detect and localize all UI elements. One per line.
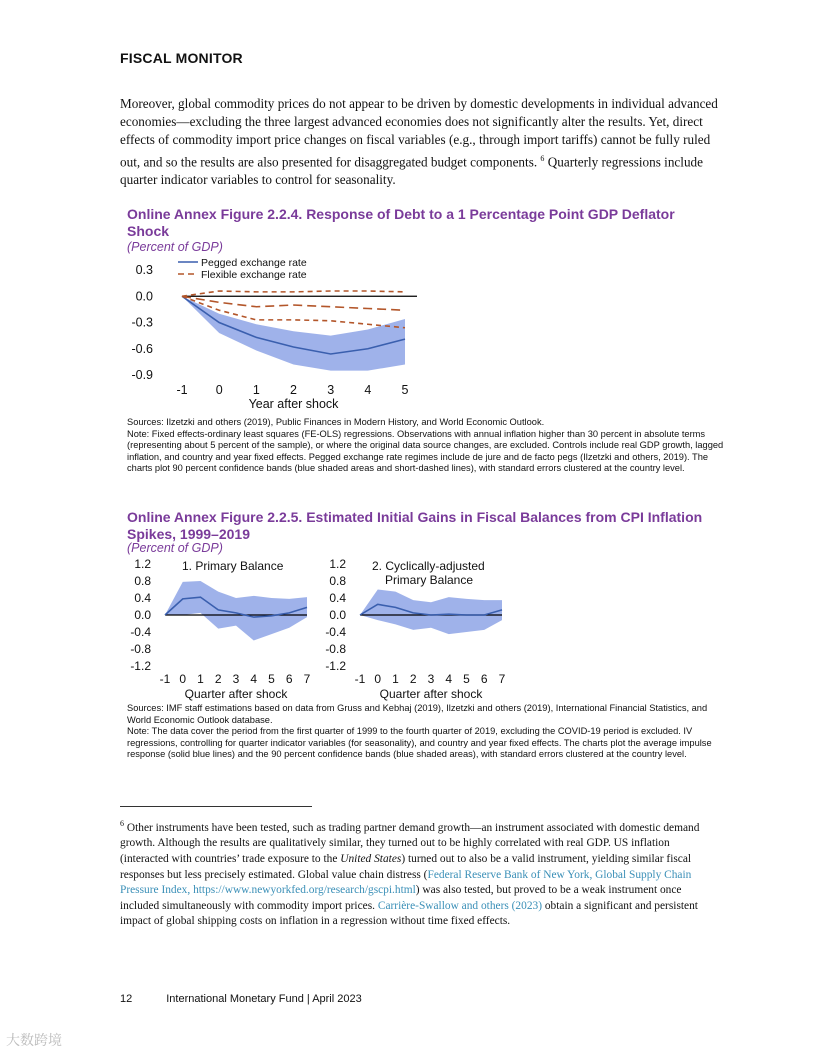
fig2-panel1-y-tick-2: 0.4 <box>134 591 151 605</box>
fig1-y-tick-3: -0.6 <box>131 341 153 356</box>
figure-1-subtitle: (Percent of GDP) <box>127 240 223 254</box>
fig2-panel2-y-tick-6: -1.2 <box>325 659 346 673</box>
fig1-x-label: Year after shock <box>248 397 339 411</box>
fig1-x-tick-0: -1 <box>176 383 188 397</box>
footnote-italic: United States <box>340 852 402 865</box>
carriere-swallow-link[interactable]: Carrière-Swallow and others (2023) <box>377 899 543 912</box>
fig2-panel2-x-tick-5: 4 <box>445 672 453 686</box>
fig1-y-tick-0: 0.3 <box>135 263 153 277</box>
fig2-panel2-x-tick-2: 1 <box>392 672 399 686</box>
fig2-panel2-title-line1: 2. Cyclically-adjusted <box>372 559 485 573</box>
fig2-panel1-y-tick-4: -0.4 <box>130 625 151 639</box>
fig2-panel1-x-label: Quarter after shock <box>184 687 288 701</box>
fig2-panel1-x-tick-0: -1 <box>159 672 171 686</box>
fig2-panel2-y-tick-4: -0.4 <box>325 625 346 639</box>
watermark: 大数跨境 <box>6 1032 62 1048</box>
fig1-x-tick-4: 3 <box>327 383 335 397</box>
fig2-panel2-x-tick-7: 6 <box>480 672 488 686</box>
fig2-panel2-x-tick-0: -1 <box>354 672 366 686</box>
fig2-panel1-y-tick-6: -1.2 <box>130 659 151 673</box>
fig2-panel1-y-tick-1: 0.8 <box>134 574 151 588</box>
fig2-panel1-title: 1. Primary Balance <box>182 559 284 573</box>
body-text-1: Moreover, global commodity prices do not appear to be driven by domestic developments in individual advanced economies—excluding the three largest advanced economies does not significantly alter the results. Yet, direct effects of commodity import price changes on fiscal variables (e.g., through import tariffs) cannot be fully ruled out, and so the results are also presented for disaggregated budget components. <box>120 96 718 169</box>
fig1-legend-label-pegged: Pegged exchange rate <box>201 257 307 269</box>
fig2-panel2-y-tick-3: 0.0 <box>329 608 346 622</box>
fig2-panel2-x-tick-8: 7 <box>498 672 506 686</box>
fig1-y-tick-1: 0.0 <box>135 289 153 304</box>
fig2-panel1-x-tick-2: 1 <box>197 672 204 686</box>
running-header: FISCAL MONITOR <box>120 50 243 66</box>
body-text-2: Quarterly regressions include quarter indicator variables to control for seasonality. <box>120 154 703 188</box>
fig2-panel2-x-tick-1: 0 <box>374 672 382 686</box>
fig1-x-tick-1: 0 <box>215 383 223 397</box>
fig2-panel1-y-tick-0: 1.2 <box>134 557 151 571</box>
fig2-panel2-y-tick-5: -0.8 <box>325 642 346 656</box>
gscpi-link[interactable]: Federal Reserve Bank of New York, Global Supply Chain Pressure Index, https://www.newyorkfed.org/research/gscpi.html <box>120 868 692 897</box>
figure-1-notes <box>127 417 727 475</box>
fig1-y-tick-4: -0.9 <box>131 368 153 382</box>
figure-1-note: Note: Fixed effects-ordinary least squares (FE-OLS) regressions. Observations with annual inflation higher than 30 percent in absolute terms (representing about 5 percent of the sample), or where the original data source changes, are excluded. Controls include real GDP growth, lagged inflation, and country and year fixed effects. Pegged exchange rate regimes include de jure and de facto pegs (Ilzetzki and others, 2019). The charts plot 90 percent confidence bands (blue shaded areas and short-dashed lines), with standard errors clustered at the country level. <box>127 428 724 474</box>
figure-1-title: Online Annex Figure 2.2.4. Response of Debt to a 1 Percentage Point GDP Deflator Shock <box>127 206 675 239</box>
fig2-panel2-x-tick-3: 2 <box>409 672 417 686</box>
fig2-panel1-series-band-1 <box>165 581 307 641</box>
figure-2-subtitle: (Percent of GDP) <box>127 541 223 555</box>
footnote-text-a: Other instruments have been tested, such as trading partner demand growth—an instrument associated with domestic demand growth. Although the results are qualitatively similar, they turned out to be highly correlated with real GDP. US inflation (interacted with countries’ trade exposure to the <box>120 821 700 865</box>
page-footer <box>120 993 362 1005</box>
fig2-panel1-y-tick-5: -0.8 <box>130 642 151 656</box>
fig2-panel1-x-tick-8: 7 <box>303 672 311 686</box>
fig2-panel2-series-band-1 <box>360 590 502 635</box>
fig2-panel2-x-label: Quarter after shock <box>379 687 483 701</box>
fig2-panel1-x-tick-6: 5 <box>268 672 275 686</box>
figure-2-title: Online Annex Figure 2.2.5. Estimated Initial Gains in Fiscal Balances from CPI Inflation Spikes, 1999–2019 <box>127 509 703 542</box>
figure-1-sources: Sources: Ilzetzki and others (2019), Public Finances in Modern History, and World Economic Outlook. <box>127 417 545 427</box>
fig1-series-line-2 <box>182 296 405 310</box>
fig2-panel1-x-tick-1: 0 <box>179 672 187 686</box>
fig2-panel2-y-tick-0: 1.2 <box>329 557 346 571</box>
fig1-x-tick-3: 2 <box>290 383 297 397</box>
figure-2-panel-2-chart <box>315 553 510 703</box>
fig1-series-band-1 <box>182 296 405 370</box>
figure-2-panel-1-chart <box>120 553 315 703</box>
fig2-panel2-title-line2: Primary Balance <box>385 573 474 587</box>
figure-2-note: Note: The data cover the period from the first quarter of 1999 to the fourth quarter of 2019, excluding the COVID-19 period is excluded. IV regressions, controlling for quarter indicator variables (for seasonality), and country and year fixed effects. The charts plot the average impulse response (solid blue lines) and the 90 percent confidence bands (blue shaded areas), with standard errors clustered at the country level. <box>127 726 712 760</box>
fig1-x-tick-6: 5 <box>401 383 409 397</box>
fig2-panel1-x-tick-3: 2 <box>214 672 222 686</box>
fig2-panel1-y-tick-3: 0.0 <box>134 608 151 622</box>
footnote-number: 6 <box>120 819 124 828</box>
footnote-ref[interactable]: 6 <box>540 153 545 163</box>
footnote-6 <box>120 816 720 930</box>
fig2-panel1-x-tick-7: 6 <box>285 672 293 686</box>
fig1-y-tick-2: -0.3 <box>131 315 153 330</box>
fig1-x-tick-2: 1 <box>252 383 260 397</box>
page-number: 12 <box>120 993 133 1005</box>
fig2-panel1-x-tick-4: 3 <box>232 672 240 686</box>
fig1-series-line-3 <box>182 291 405 296</box>
fig1-x-tick-5: 4 <box>364 383 372 397</box>
figure-1-chart <box>120 252 430 414</box>
fig2-panel2-y-tick-1: 0.8 <box>329 574 346 588</box>
body-paragraph <box>120 95 720 189</box>
fig2-panel2-y-tick-2: 0.4 <box>329 591 346 605</box>
footnote-text-b: ) turned out to also be a valid instrument, yielding similar fiscal responses but less precisely estimated. Global value chain distress ( <box>120 852 692 881</box>
fig2-panel2-x-tick-4: 3 <box>427 672 435 686</box>
footnote-text-d: obtain a significant and persistent impact of global shipping costs on inflation in a regression without time fixed effects. <box>120 899 698 928</box>
footer-text: International Monetary Fund | April 2023 <box>166 993 362 1005</box>
footnote-divider <box>120 806 312 807</box>
footnote-text-c: ) was also tested, but proved to be a weak instrument once included simultaneously with commodity import prices. <box>120 884 682 912</box>
fig2-panel2-x-tick-6: 5 <box>463 672 470 686</box>
fig2-panel1-x-tick-5: 4 <box>250 672 258 686</box>
figure-2-notes <box>127 703 727 761</box>
fig1-legend-label-flexible: Flexible exchange rate <box>201 269 307 281</box>
figure-2-sources: Sources: IMF staff estimations based on data from Gruss and Kebhaj (2019), Ilzetzki and others (2019), International Financial Statistics, and World Economic Outlook database. <box>127 703 708 725</box>
